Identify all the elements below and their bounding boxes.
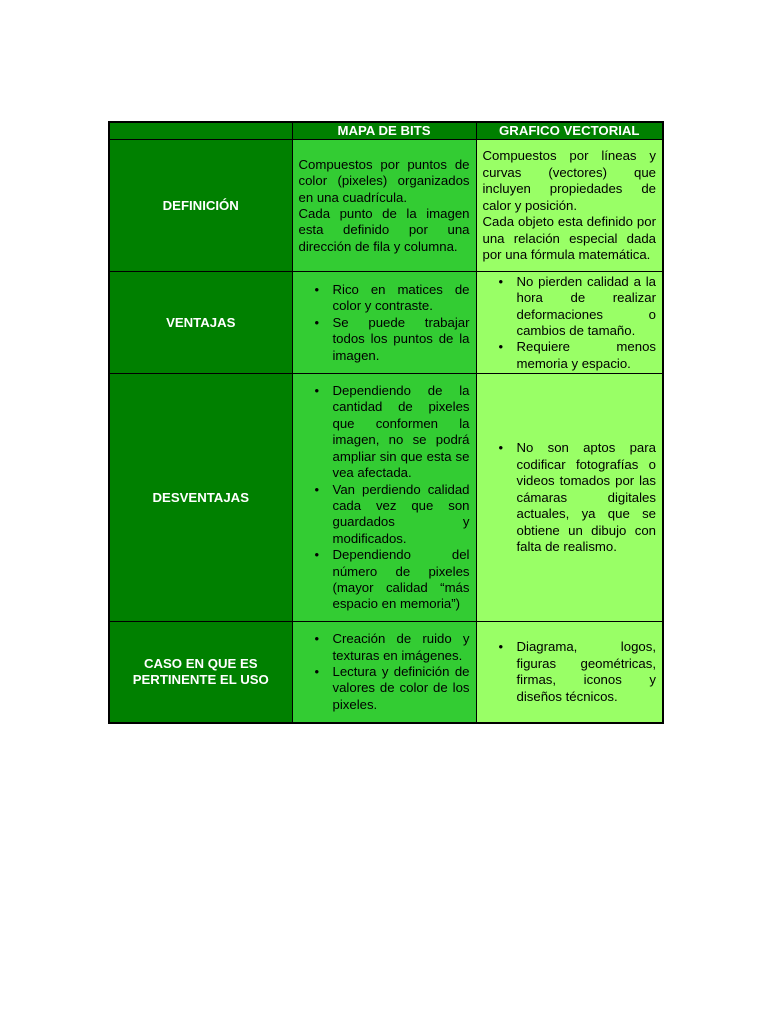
table-row-caso-de-uso [109,622,663,723]
cell-desventajas-bitmap [292,374,476,622]
cell-definicion-vector [476,140,663,272]
row-header-ventajas: VENTAJAS [109,272,292,374]
bullet-list [483,274,657,372]
table-row-definicion [109,140,663,272]
bullet-icon: • [314,663,320,679]
bullet-list [299,282,470,364]
list-item [299,631,470,664]
list-item [299,664,470,713]
cell-ventajas-bitmap [292,272,476,374]
cell-paragraph: Cada objeto esta definido por una relación especial dada por una fórmula matemática. [482,214,656,262]
cell-ventajas-vector [476,272,663,374]
cell-desventajas-vector [476,374,663,622]
list-item [483,274,657,340]
row-header-definicion: DEFINICIÓN [109,140,292,272]
list-item-text: Dependiendo de la cantidad de pixeles que conformen la imagen, no se podrá ampliar sin que esta se vea afectada. [332,383,470,481]
table-row-desventajas [109,374,663,622]
header-row [109,122,663,140]
column-header-bitmap: MAPA DE BITS [292,122,476,140]
table-row-ventajas [109,272,663,374]
list-item [299,315,470,364]
corner-cell [109,122,292,140]
row-header-desventajas: DESVENTAJAS [109,374,292,622]
column-header-vector: GRAFICO VECTORIAL [476,122,663,140]
list-item-text: Dependiendo del número de pixeles (mayor calidad “más espacio en memoria”) [332,547,470,612]
cell-caso-de-uso-bitmap [292,622,476,723]
bullet-list [299,631,470,713]
list-item-text: No son aptos para codificar fotografías o videos tomados por las cámaras digitales actuales, ya que se obtiene un dibujo con falta de realismo. [516,440,656,554]
cell-paragraph: Compuestos por líneas y curvas (vectores) que incluyen propiedades de calor y posición. [482,148,656,213]
cell-definicion-bitmap [292,140,476,272]
list-item [483,639,657,705]
list-item [299,482,470,548]
cell-paragraph: Cada punto de la imagen esta definido por una dirección de fila y columna. [298,205,470,254]
bullet-icon: • [314,631,320,647]
list-item [299,383,470,481]
list-item-text: Creación de ruido y texturas en imágenes. [332,631,470,663]
bullet-icon: • [314,547,320,563]
cell-paragraph: Compuestos por puntos de color (pixeles) organizados en una cuadrícula. [298,156,470,205]
list-item [299,282,470,315]
list-item-text: Lectura y definición de valores de color de los pixeles. [332,663,470,712]
bullet-icon: • [498,273,504,289]
list-item-text: No pierden calidad a la hora de realizar deformaciones o cambios de tamaño. [516,273,656,338]
cell-caso-de-uso-vector [476,622,663,723]
list-item-text: Diagrama, logos, figuras geométricas, firmas, iconos y diseños técnicos. [516,639,656,704]
bullet-icon: • [498,440,504,456]
bullet-icon: • [314,383,320,399]
bullet-icon: • [314,281,320,297]
bullet-icon: • [498,339,504,355]
list-item-text: Se puede trabajar todos los puntos de la imagen. [332,314,470,363]
comparison-table [108,121,664,724]
list-item-text: Van perdiendo calidad cada vez que son guardados y modificados. [332,481,470,546]
list-item [483,440,657,555]
list-item [483,339,657,372]
list-item-text: Rico en matices de color y contraste. [332,281,470,314]
bullet-icon: • [498,639,504,655]
list-item-text: Requiere menos memoria y espacio. [516,339,656,371]
bullet-list [483,639,657,705]
bullet-icon: • [314,314,320,330]
bullet-list [299,383,470,613]
bullet-list [483,440,657,555]
list-item [299,547,470,613]
row-header-caso-de-uso: CASO EN QUE ES PERTINENTE EL USO [109,622,292,723]
bullet-icon: • [314,481,320,497]
